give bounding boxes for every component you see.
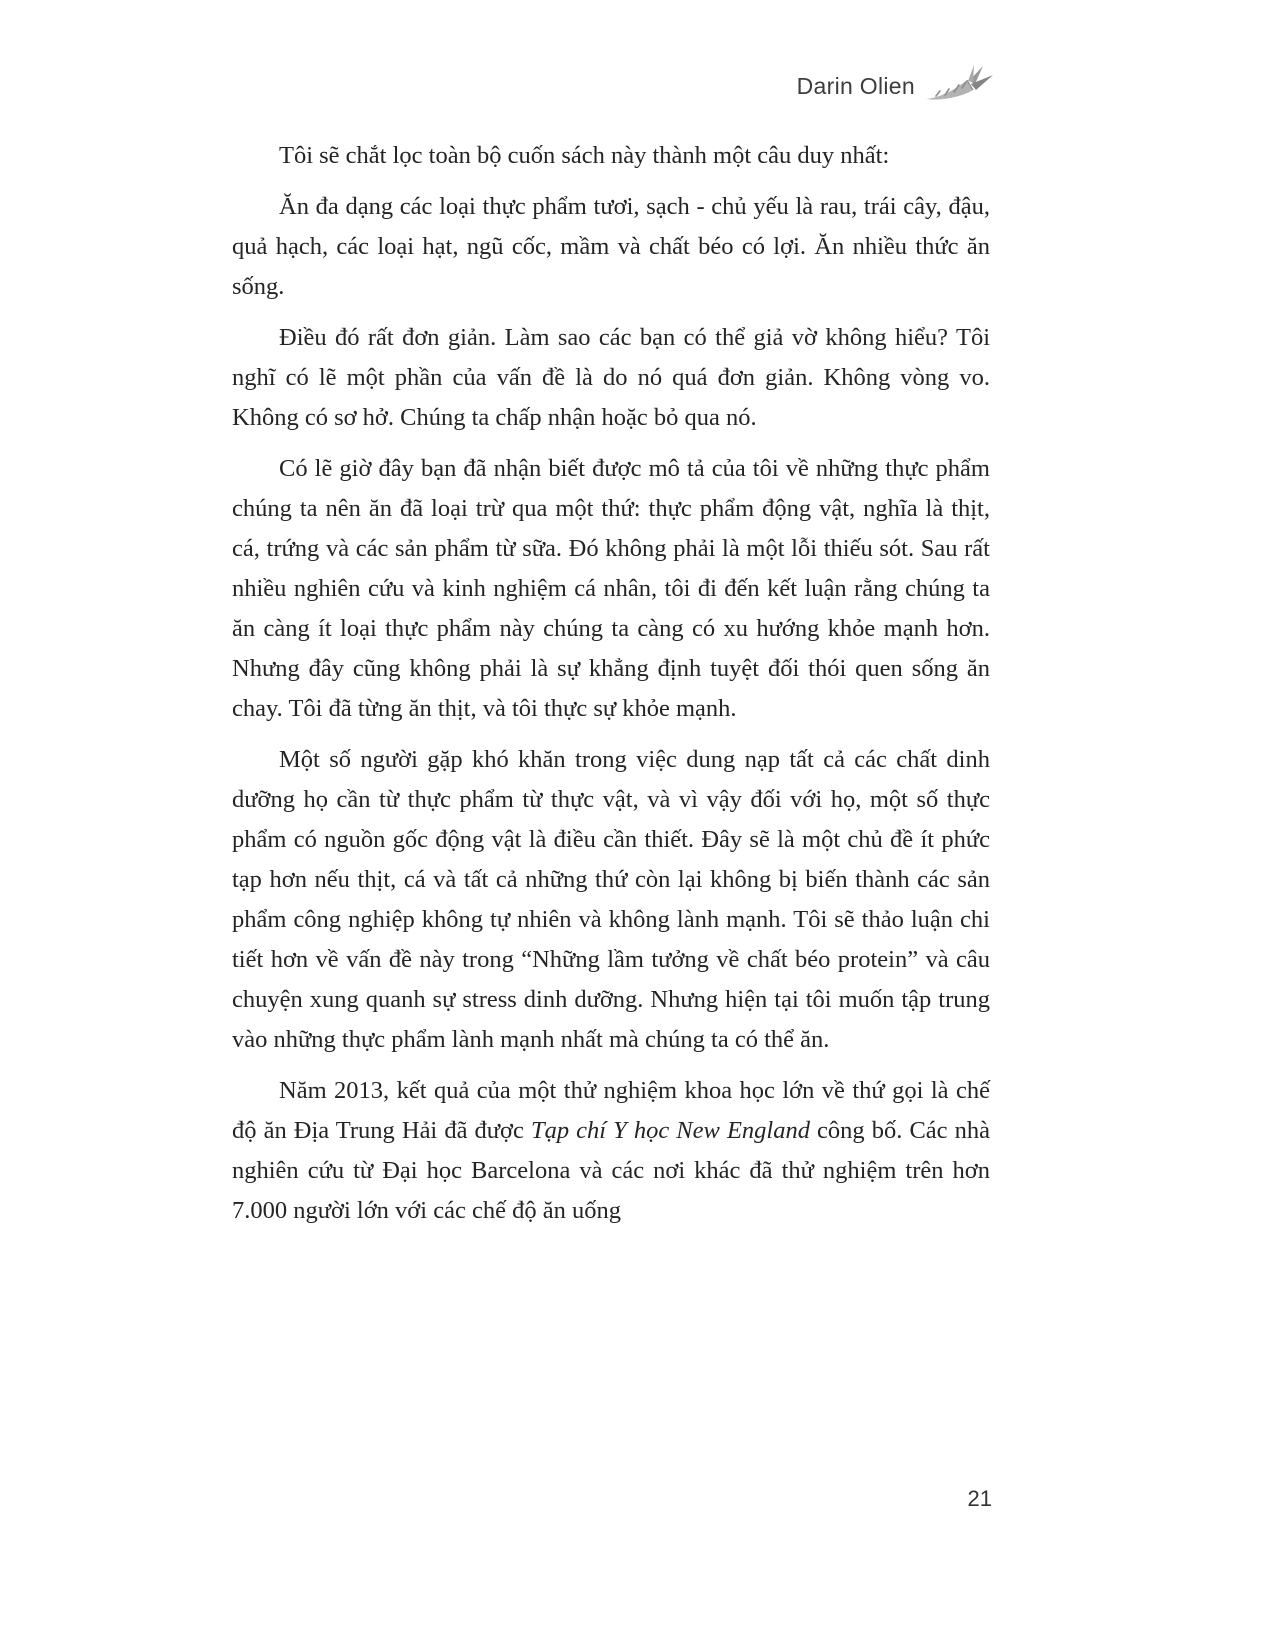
paragraph-3: Điều đó rất đơn giản. Làm sao các bạn có thể giả vờ không hiểu? Tôi nghĩ có lẽ một phần của vấn đề là do nó quá đơn giản. Không vòng vo. Không có sơ hở. Chúng ta chấp nhận hoặc bỏ qua nó. [232, 324, 990, 431]
paragraph-6-text-after: công bố. Các nhà nghiên cứu từ Đại học Barcelona và các nơi khác đã thử nghiệm trên hơn 7.000 người lớn với các chế độ ăn uống [232, 1117, 990, 1224]
author-name: Darin Olien [796, 72, 915, 99]
paragraph-4: Có lẽ giờ đây bạn đã nhận biết được mô tả của tôi về những thực phẩm chúng ta nên ăn đã loại trừ qua một thứ: thực phẩm động vật, nghĩa là thịt, cá, trứng và các sản phẩm từ sữa. Đó không phải là một lỗi thiếu sót. Sau rất nhiều nghiên cứu và kinh nghiệm cá nhân, tôi đi đến kết luận rằng chúng ta ăn càng ít loại thực phẩm này chúng ta càng có xu hướng khỏe mạnh hơn. Nhưng đây cũng không phải là sự khẳng định tuyệt đối thói quen sống ăn chay. Tôi đã từng ăn thịt, và tôi thực sự khỏe mạnh. [232, 455, 990, 722]
paragraph-1: Tôi sẽ chắt lọc toàn bộ cuốn sách này thành một câu duy nhất: [279, 142, 890, 169]
paragraph-6 [232, 1071, 990, 1231]
paragraph-2: Ăn đa dạng các loại thực phẩm tươi, sạch - chủ yếu là rau, trái cây, đậu, quả hạch, các loại hạt, ngũ cốc, mầm và chất béo có lợi. Ăn nhiều thức ăn sống. [232, 193, 990, 300]
paragraph-5: Một số người gặp khó khăn trong việc dung nạp tất cả các chất dinh dưỡng họ cần từ thực phẩm từ thực vật, và vì vậy đối với họ, một số thực phẩm có nguồn gốc động vật là điều cần thiết. Đây sẽ là một chủ đề ít phức tạp hơn nếu thịt, cá và tất cả những thứ còn lại không bị biến thành các sản phẩm công nghiệp không tự nhiên và không lành mạnh. Tôi sẽ thảo luận chi tiết hơn về vấn đề này trong “Những lầm tưởng về chất béo protein” và câu chuyện xung quanh sự stress dinh dưỡng. Nhưng hiện tại tôi muốn tập trung vào những thực phẩm lành mạnh nhất mà chúng ta có thể ăn. [232, 746, 990, 1053]
carrot-icon [923, 64, 995, 108]
page-header [797, 64, 995, 108]
paragraph-6-journal-title: Tạp chí Y học New England [530, 1117, 810, 1144]
page-body-text [232, 136, 990, 1242]
paragraph-6-text: Năm 2013, kết quả của một thử nghiệm khoa học lớn về thứ gọi là chế độ ăn Địa Trung Hải đã được [232, 1077, 990, 1144]
page-number: 21 [967, 1486, 992, 1511]
